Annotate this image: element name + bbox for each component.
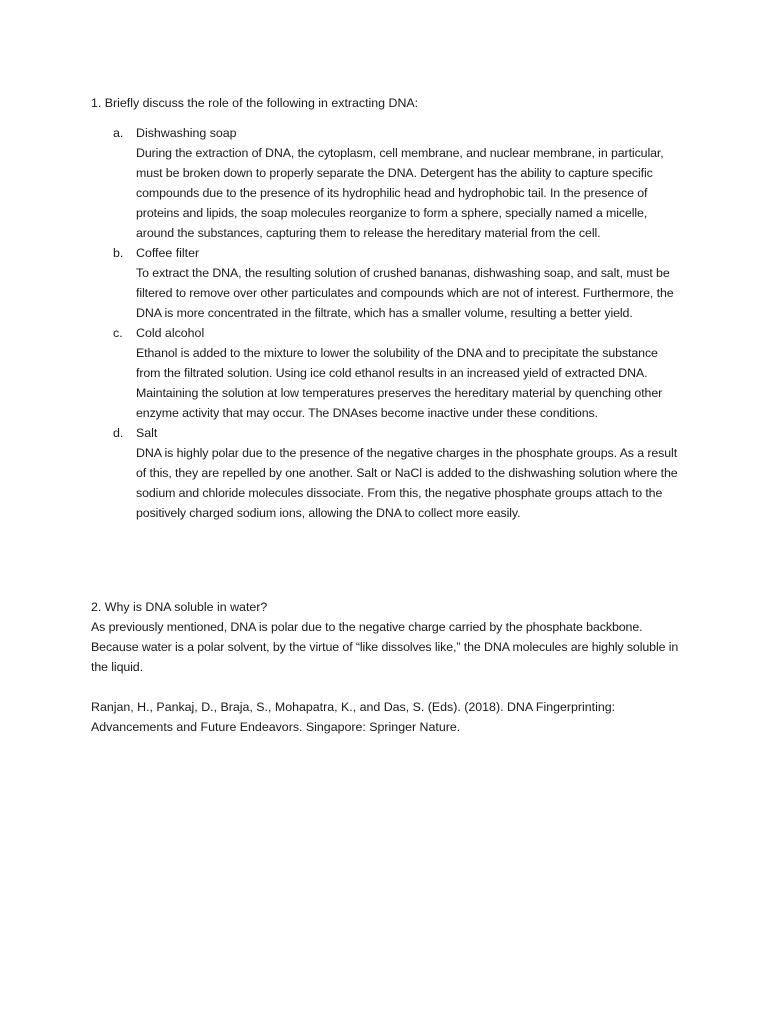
item-title: Salt xyxy=(136,426,158,440)
list-item-body xyxy=(136,423,683,523)
list-item xyxy=(113,123,683,243)
question-1-heading: 1. Briefly discuss the role of the following in extracting DNA: xyxy=(91,96,419,110)
list-item-body xyxy=(136,323,683,423)
item-title: Dishwashing soap xyxy=(136,126,237,140)
list-item-body xyxy=(136,243,683,323)
item-text: DNA is highly polar due to the presence of the negative charges in the phosphate groups. As a result of this, they are repelled by one another. Salt or NaCl is added to the dishwashing solution where the sodium and chloride molecules dissociate. From this, the negative phosphate groups attach to the positively charged sodium ions, allowing the DNA to collect more easily. xyxy=(136,446,678,520)
list-item xyxy=(113,423,683,523)
question-1-list xyxy=(113,123,683,523)
item-text: During the extraction of DNA, the cytoplasm, cell membrane, and nuclear membrane, in particular, must be broken down to properly separate the DNA. Detergent has the ability to capture specific compounds due to the presence of its hydrophilic head and hydrophobic tail. In the presence of proteins and lipids, the soap molecules reorganize to form a sphere, specially named a micelle, around the substances, capturing them to release the hereditary material from the cell. xyxy=(136,146,664,240)
list-item-body xyxy=(136,123,683,243)
list-marker: b. xyxy=(113,246,124,260)
list-item xyxy=(113,323,683,423)
question-2-block xyxy=(91,597,691,677)
question-2-heading: 2. Why is DNA soluble in water? xyxy=(91,600,268,614)
list-marker: c. xyxy=(113,326,123,340)
list-item xyxy=(113,243,683,323)
list-marker: d. xyxy=(113,426,124,440)
item-title: Coffee filter xyxy=(136,246,200,260)
item-text: To extract the DNA, the resulting solution of crushed bananas, dishwashing soap, and salt, must be filtered to remove over other particulates and compounds which are not of interest. Furthermore, the DNA is more concentrated in the filtrate, which has a smaller volume, resulting a better yield. xyxy=(136,266,674,320)
reference-citation: Ranjan, H., Pankaj, D., Braja, S., Mohapatra, K., and Das, S. (Eds). (2018). DNA Fingerprinting: Advancements and Future Endeavors. Singapore: Springer Nature. xyxy=(91,700,616,734)
item-text: Ethanol is added to the mixture to lower the solubility of the DNA and to precipitate the substance from the filtrated solution. Using ice cold ethanol results in an increased yield of extracted DNA. Maintaining the solution at low temperatures preserves the hereditary material by quenching other enzyme activity that may occur. The DNAses become inactive under these conditions. xyxy=(136,346,663,420)
item-title: Cold alcohol xyxy=(136,326,205,340)
question-2-answer: As previously mentioned, DNA is polar due to the negative charge carried by the phosphate backbone. Because water is a polar solvent, by the virtue of “like dissolves like,” the DNA molecules are highly soluble in the liquid. xyxy=(91,620,679,674)
list-marker: a. xyxy=(113,126,124,140)
